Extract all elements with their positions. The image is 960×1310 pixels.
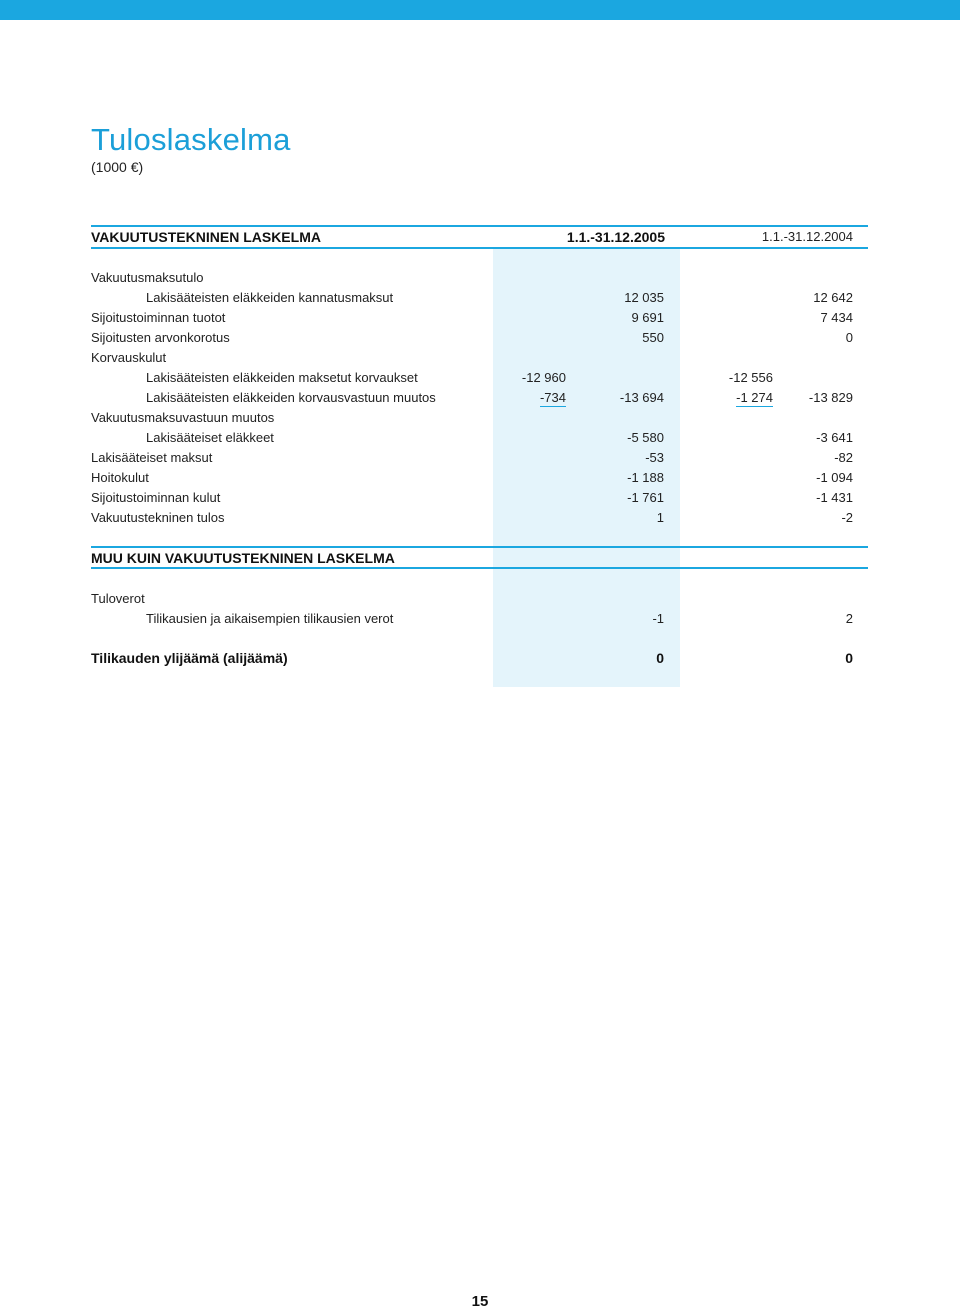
section1-top-rule (91, 225, 868, 227)
value-2004-total: -82 (834, 450, 853, 465)
result-2004: 0 (845, 650, 853, 666)
table-row (0, 350, 960, 370)
table-row (0, 611, 960, 631)
table-row (0, 390, 960, 410)
section2-top-rule (91, 546, 868, 548)
table-row (0, 430, 960, 450)
value-2005-total: -1 (652, 611, 664, 626)
top-accent-bar (0, 0, 960, 20)
value-2004-total: 7 434 (820, 310, 853, 325)
value-2004-total: -2 (841, 510, 853, 525)
row-label: Lakisääteisten eläkkeiden kannatusmaksut (146, 290, 394, 305)
value-2004-total: 12 642 (813, 290, 853, 305)
value-2005-total: 550 (642, 330, 664, 345)
table-row (0, 591, 960, 611)
value-2005-total: -13 694 (619, 390, 664, 405)
table-row (0, 410, 960, 430)
table-row (0, 270, 960, 290)
section1-bottom-rule (91, 247, 868, 249)
value-2004-sub: -1 274 (736, 390, 773, 405)
page-title: Tuloslaskelma (91, 122, 291, 157)
value-2004-total: -1 094 (816, 470, 853, 485)
table-row (0, 370, 960, 390)
column-header-2005: 1.1.-31.12.2005 (566, 229, 665, 245)
table-row (0, 290, 960, 310)
table-row (0, 490, 960, 510)
row-label: Hoitokulut (91, 470, 149, 485)
value-2005-total: -1 188 (627, 470, 664, 485)
row-label: Sijoitustoiminnan kulut (91, 490, 221, 505)
value-2004-sub: -12 556 (728, 370, 773, 385)
page-subtitle-unit: (1000 €) (91, 159, 144, 175)
table-row (0, 470, 960, 490)
row-label: Lakisääteisten eläkkeiden korvausvastuun muutos (146, 390, 436, 405)
row-label: Vakuutustekninen tulos (91, 510, 225, 525)
table-row (0, 510, 960, 530)
value-2005-total: 1 (656, 510, 664, 525)
row-label: Korvauskulut (91, 350, 167, 365)
result-row (0, 650, 960, 670)
table-row (0, 330, 960, 350)
value-2005-total: -5 580 (627, 430, 664, 445)
table-row (0, 310, 960, 330)
row-label: Lakisääteiset eläkkeet (146, 430, 274, 445)
value-2004-total: -1 431 (816, 490, 853, 505)
section2-bottom-rule (91, 567, 868, 569)
row-label: Sijoitustoiminnan tuotot (91, 310, 226, 325)
value-2004-total: -13 829 (808, 390, 853, 405)
result-label: Tilikauden ylijäämä (alijäämä) (91, 650, 288, 666)
value-2005-total: 12 035 (624, 290, 664, 305)
row-label: Vakuutusmaksutulo (91, 270, 204, 285)
column-header-2004: 1.1.-31.12.2004 (761, 229, 853, 244)
value-2004-total: 0 (845, 330, 853, 345)
row-label: Tilikausien ja aikaisempien tilikausien verot (146, 611, 394, 626)
value-2005-sub: -734 (539, 390, 566, 405)
value-2004-total: -3 641 (816, 430, 853, 445)
value-2004-total: 2 (845, 611, 853, 626)
table-row (0, 450, 960, 470)
row-label: Sijoitusten arvonkorotus (91, 330, 230, 345)
value-2005-total: -53 (645, 450, 664, 465)
value-2005-total: -1 761 (627, 490, 664, 505)
section1-heading: VAKUUTUSTEKNINEN LASKELMA (91, 229, 321, 245)
row-label: Lakisääteiset maksut (91, 450, 213, 465)
row-label: Lakisääteisten eläkkeiden maksetut korvaukset (146, 370, 418, 385)
value-2005-sub: -12 960 (521, 370, 566, 385)
result-2005: 0 (656, 650, 664, 666)
section2-heading: MUU KUIN VAKUUTUSTEKNINEN LASKELMA (91, 550, 395, 566)
page-number: 15 (471, 1293, 489, 1310)
row-label: Vakuutusmaksuvastuun muutos (91, 410, 275, 425)
value-2005-total: 9 691 (631, 310, 664, 325)
row-label: Tuloverot (91, 591, 145, 606)
